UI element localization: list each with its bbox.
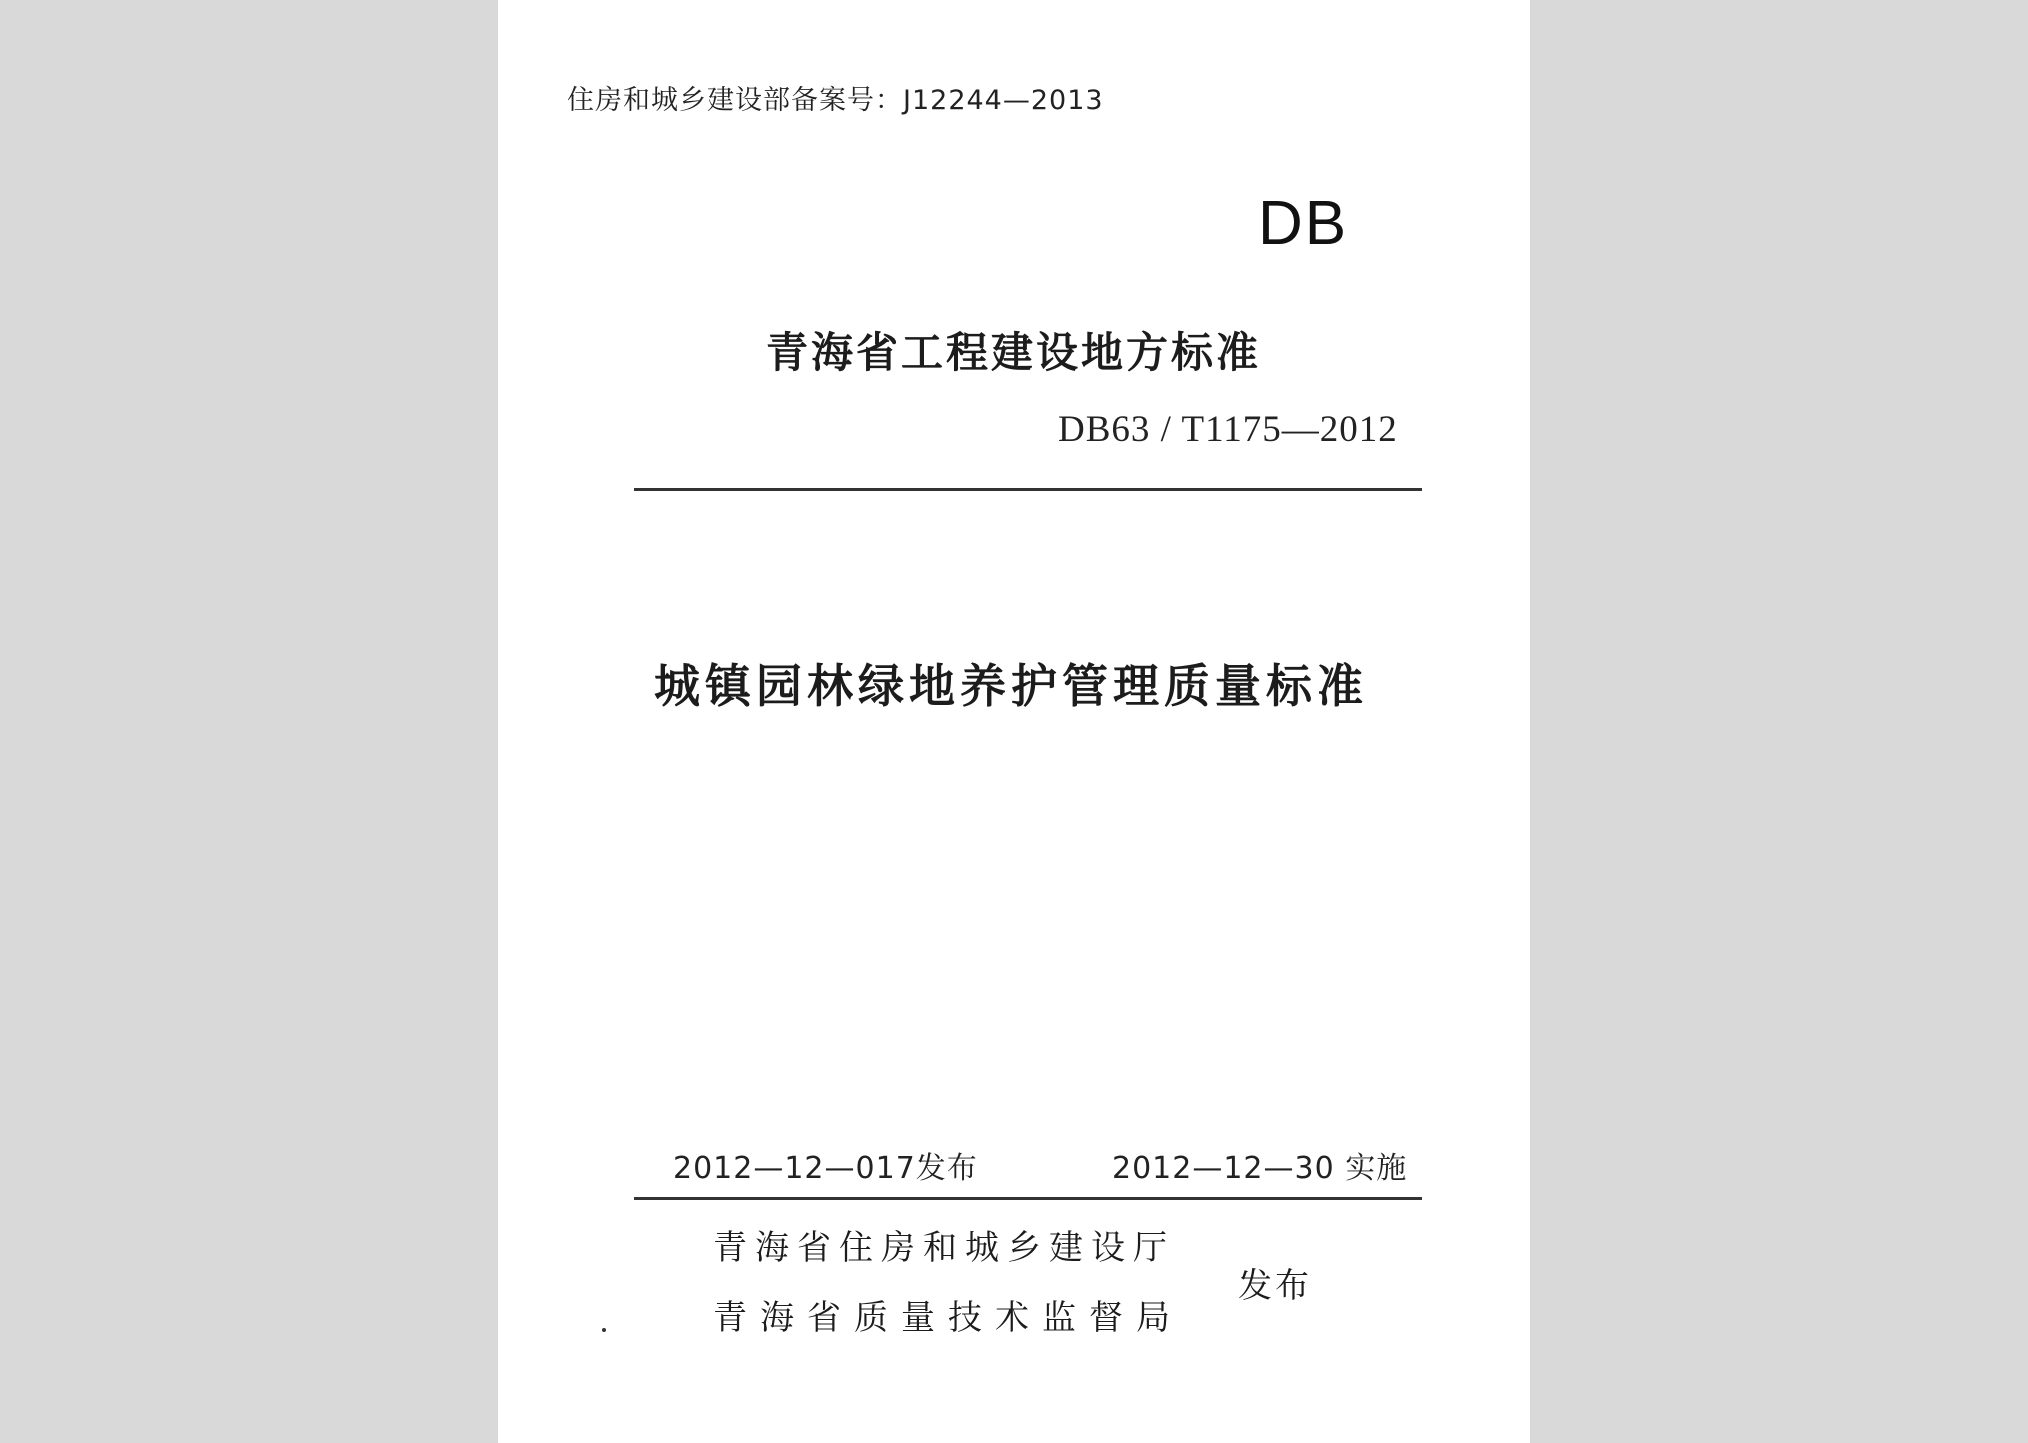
effective-date: 2012—12—30 实施 <box>1112 1151 1408 1186</box>
record-number: 住房和城乡建设部备案号：J12244—2013 <box>567 85 1104 116</box>
document-page <box>498 0 1530 1443</box>
scan-speck <box>602 1328 606 1332</box>
bottom-divider <box>634 1197 1422 1200</box>
publish-label: 发布 <box>1238 1266 1312 1306</box>
top-divider <box>634 488 1422 491</box>
document-title: 城镇园林绿地养护管理质量标准 <box>654 659 1368 713</box>
issue-date: 2012—12—017发布 <box>673 1151 978 1186</box>
db-mark: DB <box>1258 189 1349 258</box>
publisher-name: 青海省住房和城乡建设厅 <box>713 1228 1175 1268</box>
series-title: 青海省工程建设地方标准 <box>766 328 1262 377</box>
publisher-name: 青海省质量技术监督局 <box>713 1298 1183 1338</box>
standard-code: DB63 / T1175—2012 <box>1058 409 1398 450</box>
